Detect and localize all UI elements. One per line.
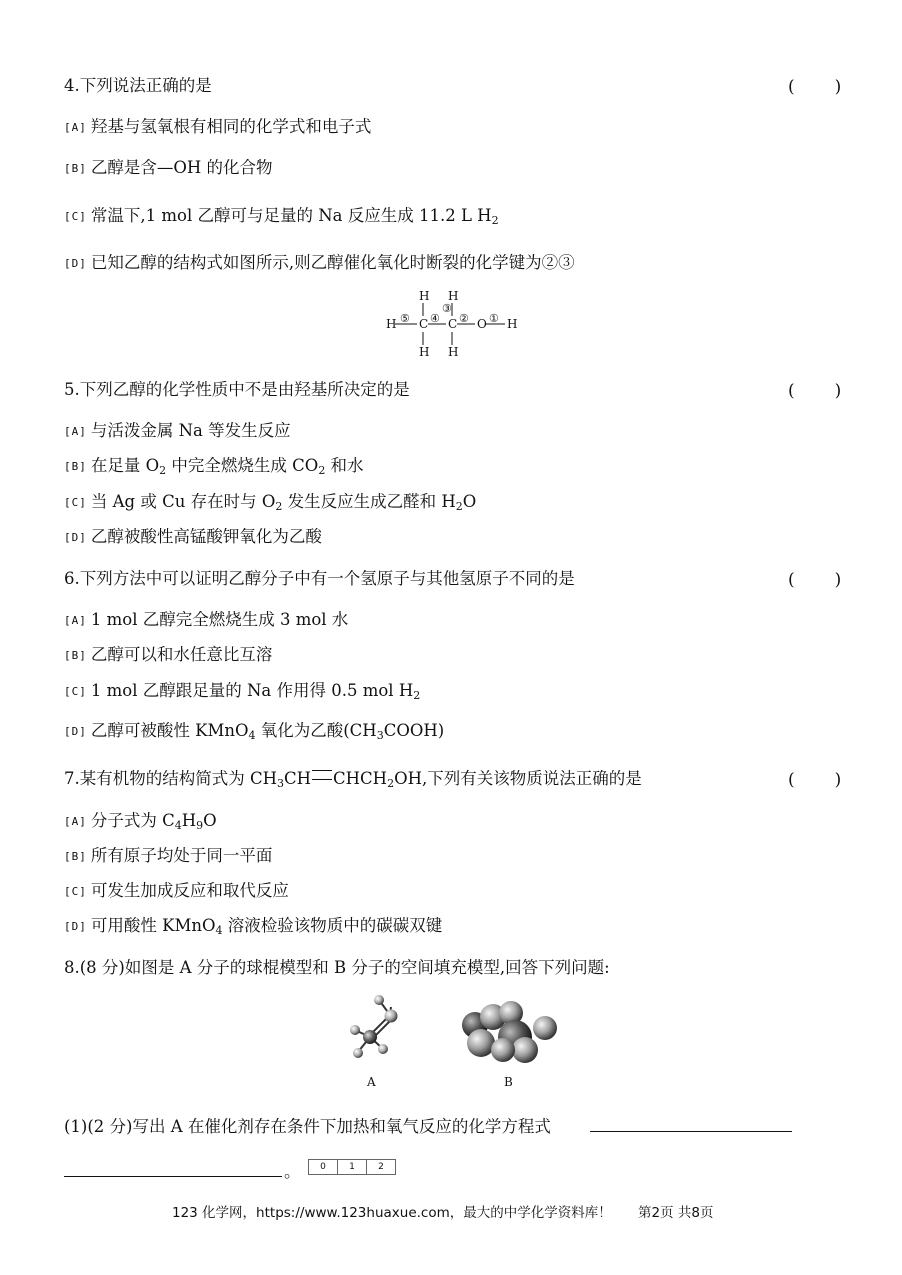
option-text: 已知乙醇的结构式如图所示,则乙醇催化氧化时断裂的化学键为②③	[90, 253, 575, 272]
stem-text: OH,下列有关该物质说法正确的是	[394, 769, 642, 788]
stem-text: 7.某有机物的结构简式为 CH	[64, 769, 278, 788]
option-tag: [B]	[64, 162, 87, 175]
option-text: 乙醇是含—OH 的化合物	[90, 158, 273, 177]
sentence-end-mark: 。	[284, 1162, 301, 1181]
q8-stem: 8.(8 分)如图是 A 分子的球棍模型和 B 分子的空间填充模型,回答下列问题:	[64, 958, 610, 977]
option-tag: [A]	[64, 614, 87, 627]
subscript: 4	[174, 819, 182, 832]
atom-h-left: H	[386, 317, 397, 331]
score-cell-2[interactable]: 2	[378, 1162, 384, 1172]
option-tag: [B]	[64, 460, 87, 473]
option-text: 可用酸性 KMnO	[90, 916, 216, 935]
q7-option-c	[64, 877, 289, 901]
option-tag: [C]	[64, 685, 87, 698]
q7-option-a	[64, 807, 217, 831]
option-tag: [A]	[64, 425, 87, 438]
option-tag: [D]	[64, 920, 87, 933]
q4-stem: 4.下列说法正确的是	[64, 76, 212, 95]
subscript: 4	[248, 729, 256, 742]
atom-o: O	[477, 317, 487, 331]
q4-option-b	[64, 154, 273, 178]
subscript: 2	[318, 464, 326, 477]
q8-sub1-prompt: (1)(2 分)写出 A 在催化剂存在条件下加热和氧气反应的化学方程式	[64, 1117, 551, 1136]
option-tag: [B]	[64, 850, 87, 863]
q7-answer-paren: ( )	[788, 770, 844, 790]
score-cell-1[interactable]: 1	[338, 1160, 367, 1174]
subscript: 4	[215, 924, 223, 937]
option-text: 常温下,1 mol 乙醇可与足量的 Na 反应生成 11.2 L H	[90, 206, 492, 225]
q4-option-c	[64, 202, 499, 226]
option-text: 氧化为乙酸(CH	[255, 721, 377, 740]
option-text: 可发生加成反应和取代反应	[90, 881, 289, 900]
subscript: 2	[159, 464, 167, 477]
answer-blank-line-1[interactable]	[590, 1131, 792, 1132]
atom-h-bottom-1: H	[419, 345, 430, 359]
score-box	[308, 1159, 396, 1175]
option-text: 1 mol 乙醇完全燃烧生成 3 mol 水	[90, 610, 349, 629]
q5-answer-paren: ( )	[788, 381, 844, 401]
subscript: 2	[275, 500, 283, 513]
bond-label-5: ⑤	[400, 312, 410, 325]
option-text: 所有原子均处于同一平面	[90, 846, 273, 865]
bond-label-4: ④	[430, 312, 440, 325]
option-text: 分子式为 C	[90, 811, 175, 830]
model-b-label: B	[504, 1075, 513, 1089]
option-tag: [A]	[64, 121, 87, 134]
option-text: 乙醇可以和水任意比互溶	[90, 645, 273, 664]
q5-stem: 5.下列乙醇的化学性质中不是由羟基所决定的是	[64, 380, 410, 399]
option-text: 乙醇被酸性高锰酸钾氧化为乙酸	[90, 527, 322, 546]
bond-label-1: ①	[489, 312, 499, 325]
q5-option-b	[64, 452, 364, 476]
option-text: COOH)	[383, 721, 445, 740]
option-text: 在足量 O	[90, 456, 160, 475]
option-text: 和水	[325, 456, 364, 475]
option-text: 与活泼金属 Na 等发生反应	[90, 421, 291, 440]
ball-and-stick-model-a	[340, 990, 410, 1070]
q4-option-d	[64, 249, 575, 273]
option-text: O	[203, 811, 217, 830]
subscript: 2	[455, 500, 463, 513]
q6-answer-paren: ( )	[788, 570, 844, 590]
option-text: 中完全燃烧生成 CO	[166, 456, 319, 475]
option-tag: [D]	[64, 531, 87, 544]
atom-h-top-2: H	[448, 289, 459, 303]
bond-label-3: ③	[442, 302, 452, 315]
option-text: 乙醇可被酸性 KMnO	[90, 721, 249, 740]
option-tag: [C]	[64, 210, 87, 223]
q6-option-a	[64, 606, 348, 630]
double-bond-symbol	[312, 770, 332, 780]
option-text: O	[462, 492, 477, 511]
q4-option-a	[64, 113, 371, 137]
stem-text: CH	[284, 769, 312, 788]
q7-option-d	[64, 912, 442, 936]
answer-blank-line-2[interactable]	[64, 1176, 282, 1177]
option-tag: [B]	[64, 649, 87, 662]
subscript: 3	[376, 729, 384, 742]
option-text: 溶液检验该物质中的碳碳双键	[222, 916, 443, 935]
stem-text: CHCH	[333, 769, 388, 788]
q6-stem: 6.下列方法中可以证明乙醇分子中有一个氢原子与其他氢原子不同的是	[64, 569, 575, 588]
option-text: 羟基与氢氧根有相同的化学式和电子式	[90, 117, 372, 136]
atom-h-right: H	[507, 317, 518, 331]
q5-option-a	[64, 417, 291, 441]
q4-answer-paren: ( )	[788, 77, 844, 97]
option-tag: [D]	[64, 725, 87, 738]
option-tag: [C]	[64, 496, 87, 509]
option-tag: [C]	[64, 885, 87, 898]
option-text: 当 Ag 或 Cu 存在时与 O	[90, 492, 276, 511]
option-tag: [D]	[64, 257, 87, 270]
q6-option-b	[64, 641, 272, 665]
option-tag: [A]	[64, 815, 87, 828]
subscript: 3	[277, 777, 285, 790]
option-text: H	[181, 811, 197, 830]
q6-option-c	[64, 677, 420, 701]
q5-option-d	[64, 523, 322, 547]
atom-c1: C	[419, 317, 429, 331]
subscript: 2	[491, 214, 499, 227]
subscript: 2	[413, 689, 421, 702]
option-text: 发生反应生成乙醛和 H	[282, 492, 456, 511]
footer-page-number: 第2页 共8页	[638, 1205, 714, 1221]
space-filling-model-b	[455, 995, 565, 1070]
q6-option-d	[64, 717, 444, 741]
subscript: 9	[196, 819, 204, 832]
q7-stem	[64, 765, 642, 789]
score-cell-0[interactable]: 0	[309, 1160, 338, 1174]
atom-c2: C	[448, 317, 458, 331]
option-text: 1 mol 乙醇跟足量的 Na 作用得 0.5 mol H	[90, 681, 414, 700]
atom-h-bottom-2: H	[448, 345, 459, 359]
ethanol-structure-diagram	[380, 286, 530, 362]
q5-option-c	[64, 488, 476, 512]
bond-label-2: ②	[459, 312, 469, 325]
subscript: 2	[387, 777, 395, 790]
q7-option-b	[64, 842, 272, 866]
atom-h-top-1: H	[419, 289, 430, 303]
model-a-label: A	[367, 1075, 376, 1089]
footer-source-text: 123 化学网，https://www.123huaxue.com，最大的中学化学资料库！	[172, 1205, 612, 1221]
